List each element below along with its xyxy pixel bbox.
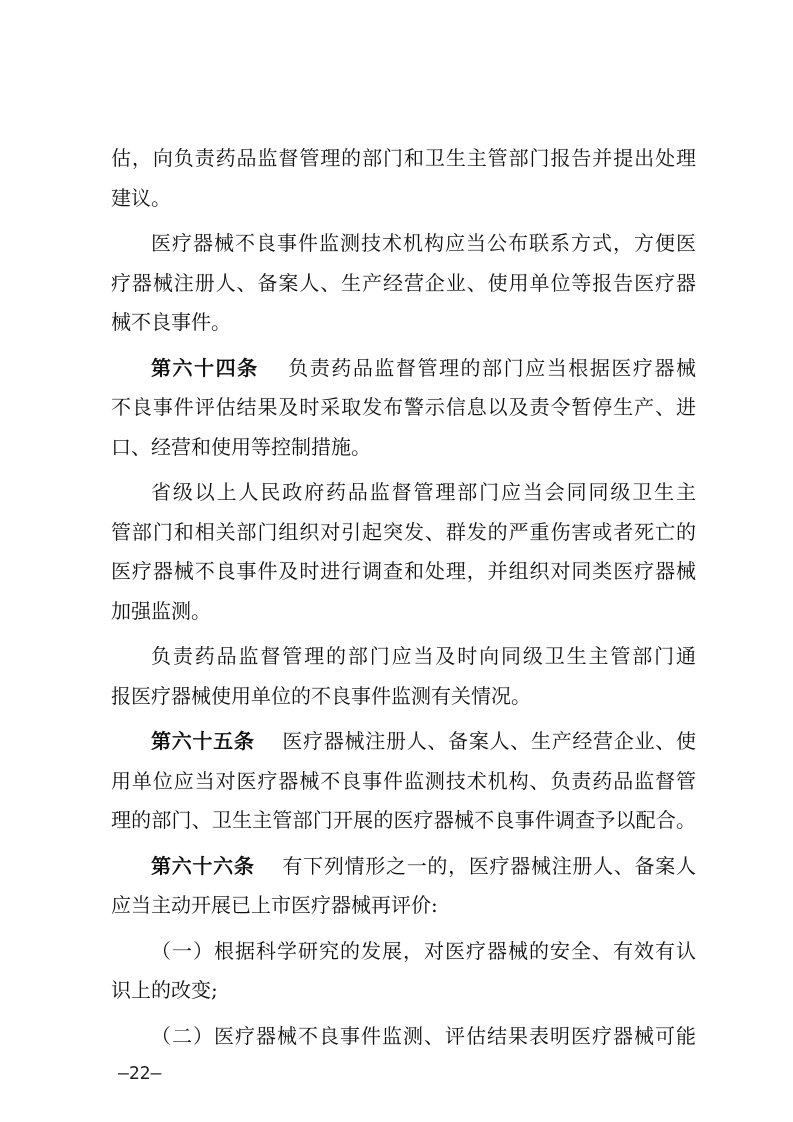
text-line: 医疗器械不良事件监测技术机构应当公布联系方式，方便医 <box>151 231 696 255</box>
article-64-text: 负责药品监督管理的部门应当根据医疗器械 <box>288 355 697 380</box>
article-64-heading: 第六十四条 <box>151 355 259 380</box>
text-line: 建议。 <box>111 185 171 210</box>
text-line: 估，向负责药品监督管理的部门和卫生主管部门报告并提出处理 <box>111 146 696 170</box>
list-item-2: （二）医疗器械不良事件监测、评估结果表明医疗器械可能 <box>151 1023 696 1048</box>
article-66-heading: 第六十六条 <box>151 853 255 878</box>
text-line: 理的部门、卫生主管部门开展的医疗器械不良事件调查予以配合。 <box>111 808 696 832</box>
text-line: 省级以上人民政府药品监督管理部门应当会同同级卫生主 <box>151 480 696 504</box>
article-66-text: 有下列情形之一的，医疗器械注册人、备案人 <box>282 853 697 878</box>
text-line: 口、经营和使用等控制措施。 <box>111 434 371 459</box>
article-66-line <box>111 847 696 887</box>
text-line: 用单位应当对医疗器械不良事件监测技术机构、负责药品监督管 <box>111 768 696 793</box>
text-line: 疗器械注册人、备案人、生产经营企业、使用单位等报告医疗器 <box>111 270 696 295</box>
article-64-line <box>111 349 696 389</box>
text-line: 医疗器械不良事件及时进行调查和处理，并组织对同类医疗器械 <box>111 559 696 583</box>
text-line: 应当主动开展已上市医疗器械再评价: <box>111 893 438 917</box>
article-65-line <box>111 722 696 762</box>
text-line: 负责药品监督管理的部门应当及时向同级卫生主管部门通 <box>151 644 696 668</box>
text-line: 管部门和相关部门组织对引起突发、群发的严重伤害或者死亡的 <box>111 519 696 544</box>
text-line: 识上的改变; <box>111 978 218 1002</box>
list-item-1: （一）根据科学研究的发展，对医疗器械的安全、有效有认 <box>151 938 696 963</box>
article-65-text: 医疗器械注册人、备案人、生产经营企业、使 <box>282 729 697 753</box>
article-65-heading: 第六十五条 <box>151 729 255 753</box>
text-line: 械不良事件。 <box>111 310 231 334</box>
document-body <box>111 139 696 1056</box>
page-number: —22— <box>118 1063 162 1084</box>
text-line: 报医疗器械使用单位的不良事件监测有关情况。 <box>111 683 531 708</box>
text-line: 加强监测。 <box>111 598 211 623</box>
text-line: 不良事件评估结果及时采取发布警示信息以及责令暂停生产、进 <box>111 395 696 419</box>
